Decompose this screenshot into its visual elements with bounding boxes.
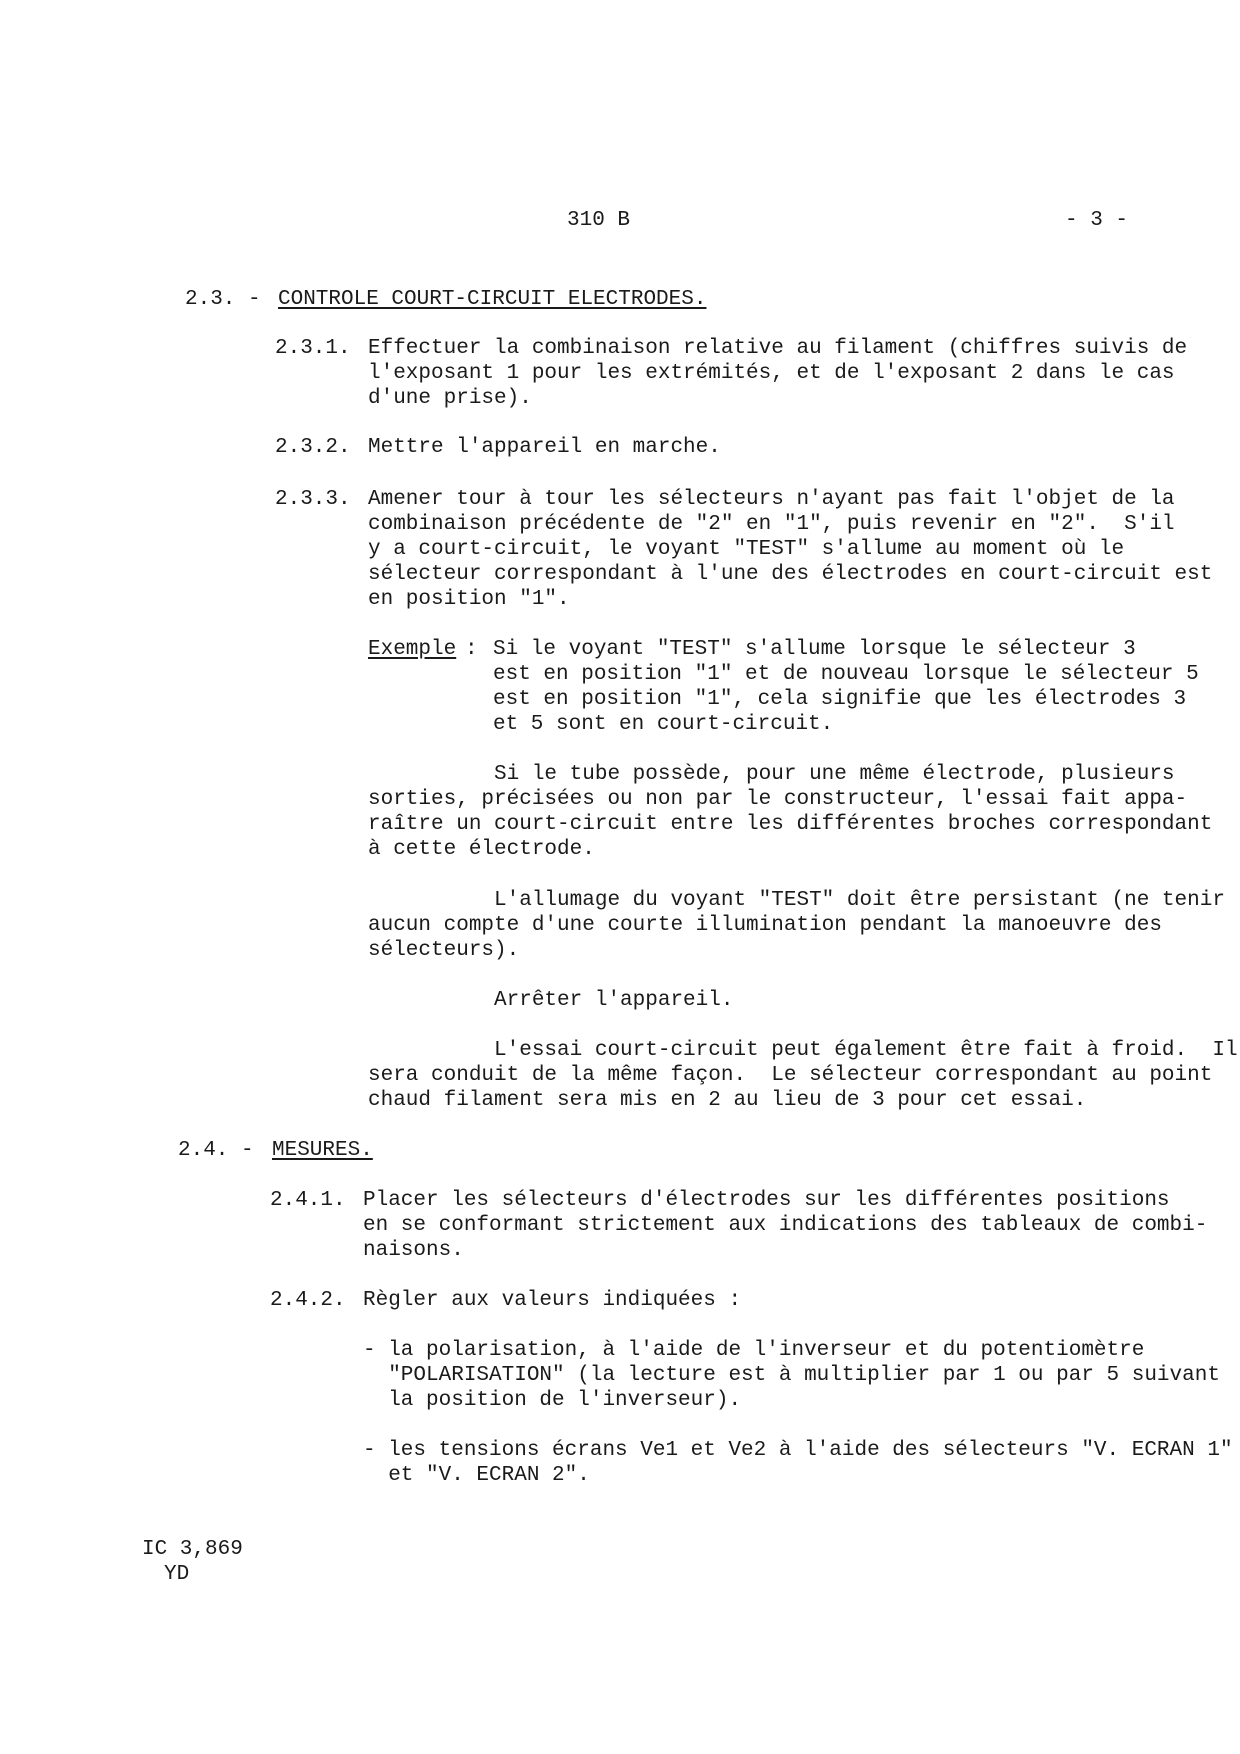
text-line: en se conformant strictement aux indications des tableaux de combi- <box>363 1214 1208 1237</box>
text-line: Placer les sélecteurs d'électrodes sur les différentes positions <box>363 1189 1170 1212</box>
text-line: à cette électrode. <box>368 838 595 861</box>
example-label: Exemple <box>368 638 457 661</box>
text-line: la position de l'inverseur). <box>363 1389 742 1412</box>
text-line: - les tensions écrans Ve1 et Ve2 à l'aide des sélecteurs "V. ECRAN 1" <box>363 1439 1233 1462</box>
paragraph-persistent-light <box>368 888 1225 963</box>
example-separator: : <box>465 638 478 661</box>
subsection-2-3-3-text <box>368 487 1212 612</box>
text-line: L'essai court-circuit peut également être fait à froid. Il <box>368 1039 1238 1062</box>
bullet-polarisation <box>363 1338 1220 1413</box>
section-2-4-title: MESURES. <box>272 1139 373 1162</box>
text-line: "POLARISATION" (la lecture est à multiplier par 1 ou par 5 suivant <box>363 1364 1220 1387</box>
footer-reference: IC 3,869 <box>142 1538 243 1561</box>
text-line: Effectuer la combinaison relative au filament (chiffres suivis de <box>368 337 1188 360</box>
bullet-screen-voltages <box>363 1438 1233 1488</box>
footer-initials: YD <box>164 1563 190 1586</box>
text-line: sélecteurs). <box>368 939 520 962</box>
text-line: Mettre l'appareil en marche. <box>368 436 721 459</box>
text-line: sélecteur correspondant à l'une des électrodes en court-circuit est <box>368 563 1213 586</box>
subsection-2-4-1-number: 2.4.1. <box>270 1189 346 1212</box>
paragraph-multiple-outputs <box>368 762 1212 862</box>
text-line: sera conduit de la même façon. Le sélecteur correspondant au point <box>368 1064 1213 1087</box>
text-line: et 5 sont en court-circuit. <box>493 713 834 736</box>
section-2-3-number: 2.3. - <box>185 288 261 311</box>
page-number: - 3 - <box>1065 209 1129 232</box>
subsection-2-3-3-number: 2.3.3. <box>275 488 351 511</box>
text-line: aucun compte d'une courte illumination pendant la manoeuvre des <box>368 914 1162 937</box>
text-line: y a court-circuit, le voyant "TEST" s'allume au moment où le <box>368 538 1125 561</box>
subsection-2-3-1-number: 2.3.1. <box>275 337 351 360</box>
example-text <box>493 637 1199 737</box>
text-line: L'allumage du voyant "TEST" doit être persistant (ne tenir <box>368 889 1225 912</box>
text-line: Arrêter l'appareil. <box>368 989 734 1012</box>
text-line: raître un court-circuit entre les différentes broches correspondant <box>368 813 1213 836</box>
paragraph-cold-test <box>368 1038 1238 1113</box>
paragraph-stop-device <box>368 988 733 1013</box>
text-line: Si le voyant "TEST" s'allume lorsque le sélecteur 3 <box>493 638 1136 661</box>
document-code: 310 B <box>567 209 631 232</box>
subsection-2-4-2-text <box>363 1288 741 1313</box>
text-line: est en position "1" et de nouveau lorsque le sélecteur 5 <box>493 663 1199 686</box>
subsection-2-3-1-text <box>368 336 1187 411</box>
text-line: Règler aux valeurs indiquées : <box>363 1289 742 1312</box>
subsection-2-4-1-text <box>363 1188 1207 1263</box>
text-line: d'une prise). <box>368 387 532 410</box>
text-line: - la polarisation, à l'aide de l'inverseur et du potentiomètre <box>363 1339 1145 1362</box>
text-line: et "V. ECRAN 2". <box>363 1464 590 1487</box>
text-line: Amener tour à tour les sélecteurs n'ayant pas fait l'objet de la <box>368 488 1175 511</box>
text-line: l'exposant 1 pour les extrémités, et de l'exposant 2 dans le cas <box>368 362 1175 385</box>
subsection-2-4-2-number: 2.4.2. <box>270 1289 346 1312</box>
text-line: chaud filament sera mis en 2 au lieu de 3 pour cet essai. <box>368 1089 1087 1112</box>
text-line: Si le tube possède, pour une même électrode, plusieurs <box>368 763 1175 786</box>
text-line: est en position "1", cela signifie que les électrodes 3 <box>493 688 1187 711</box>
subsection-2-3-2-text <box>368 435 721 460</box>
text-line: sorties, précisées ou non par le constructeur, l'essai fait appa- <box>368 788 1188 811</box>
subsection-2-3-2-number: 2.3.2. <box>275 436 351 459</box>
section-2-3-title: CONTROLE COURT-CIRCUIT ELECTRODES. <box>278 288 707 311</box>
text-line: combinaison précédente de "2" en "1", puis revenir en "2". S'il <box>368 513 1175 536</box>
text-line: naisons. <box>363 1239 464 1262</box>
section-2-4-number: 2.4. - <box>178 1139 254 1162</box>
text-line: en position "1". <box>368 588 570 611</box>
